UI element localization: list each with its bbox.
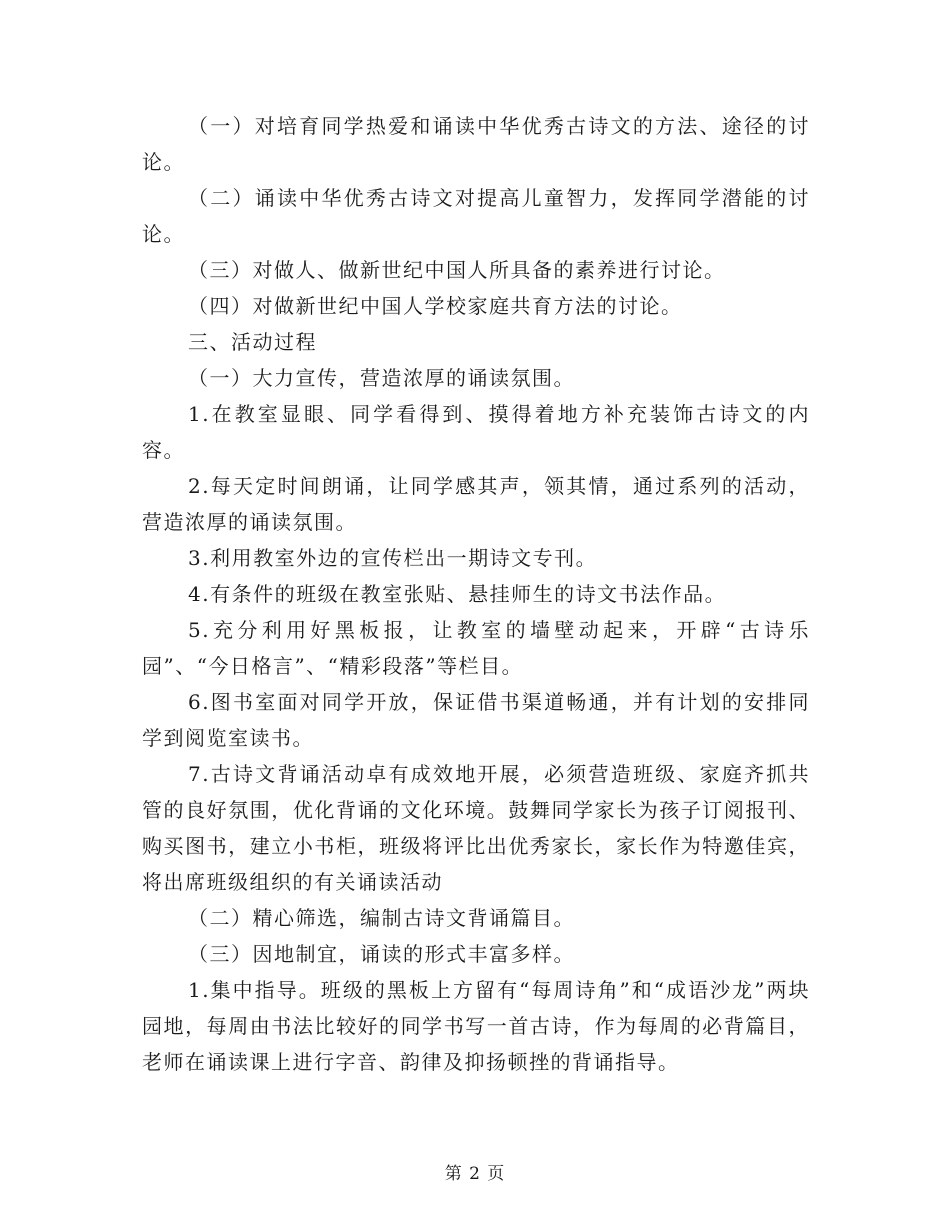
list-item-4: 4.有条件的班级在教室张贴、悬挂师生的诗文书法作品。 [188, 582, 727, 606]
list-item-7: 7.古诗文背诵活动卓有成效地开展，必须营造班级、家庭齐抓共管的良好氛围，优化背诵的文化环境。鼓舞同学家长为孩子订阅报刊、购买图书，建立小书柜，班级将评比出优秀家长，家长作为特邀佳宾，将出席班级组织的有关诵读活动 [142, 762, 810, 894]
page-number: 第 2 页 [444, 1164, 506, 1184]
section-heading-activity-process: 三、活动过程 [188, 330, 317, 354]
paragraph-discussion-2: （二）诵读中华优秀古诗文对提高儿童智力，发挥同学潜能的讨论。 [142, 186, 810, 246]
subheading-forms: （三）因地制宜，诵读的形式丰富多样。 [188, 942, 575, 966]
list-item-3: 3.利用教室外边的宣传栏出一期诗文专刊。 [188, 546, 598, 570]
document-body [142, 108, 810, 1080]
list-item-1: 1.在教室显眼、同学看得到、摸得着地方补充装饰古诗文的内容。 [142, 402, 810, 462]
list-item-2: 2.每天定时间朗诵，让同学感其声，领其情，通过系列的活动，营造浓厚的诵读氛围。 [142, 474, 810, 534]
subheading-publicity: （一）大力宣传，营造浓厚的诵读氛围。 [188, 366, 575, 390]
paragraph-discussion-1: （一）对培育同学热爱和诵读中华优秀古诗文的方法、途径的讨论。 [142, 114, 810, 174]
paragraph-discussion-4: （四）对做新世纪中国人学校家庭共育方法的讨论。 [188, 294, 683, 318]
list-item-5: 5.充分利用好黑板报，让教室的墙壁动起来，开辟“古诗乐园”、“今日格言”、“精彩段落”等栏目。 [142, 618, 810, 678]
subheading-selection: （二）精心筛选，编制古诗文背诵篇目。 [188, 906, 575, 930]
list-item-guidance: 1.集中指导。班级的黑板上方留有“每周诗角”和“成语沙龙”两块园地，每周由书法比较好的同学书写一首古诗，作为每周的必背篇目，老师在诵读课上进行字音、韵律及抑扬顿挫的背诵指导。 [142, 978, 810, 1074]
list-item-6: 6.图书室面对同学开放，保证借书渠道畅通，并有计划的安排同学到阅览室读书。 [142, 690, 810, 750]
paragraph-discussion-3: （三）对做人、做新世纪中国人所具备的素养进行讨论。 [188, 258, 726, 282]
